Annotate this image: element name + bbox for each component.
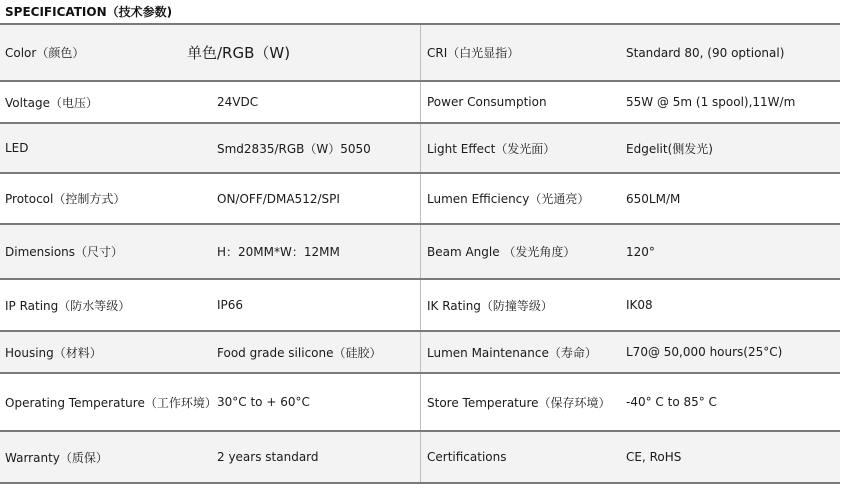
spec-label: Voltage（电压） (5, 95, 99, 110)
table-row (0, 432, 840, 484)
spec-label: Protocol（控制方式） (5, 192, 126, 206)
spec-label: Beam Angle （发光角度） (420, 225, 620, 278)
spec-label: IK Rating（防撞等级） (420, 280, 620, 330)
table-row (0, 280, 840, 332)
spec-value: 2 years standard (217, 450, 319, 464)
spec-value: 650LM/M (626, 191, 681, 206)
spec-label: Certifications (420, 432, 620, 482)
specification-table (0, 25, 840, 484)
spec-label: Dimensions（尺寸） (5, 245, 124, 259)
table-row (0, 25, 840, 82)
spec-label: IP Rating（防水等级） (5, 298, 131, 313)
spec-value: 24VDC (217, 95, 259, 109)
table-row (0, 124, 840, 174)
table-row (0, 174, 840, 225)
spec-value: L70@ 50,000 hours(25°C) (626, 345, 783, 359)
page-title: SPECIFICATION（技术参数) (5, 5, 173, 19)
spec-value-text: 单色/RGB（W) (187, 44, 291, 62)
spec-value: 120° (626, 244, 655, 259)
spec-label: Color（颜色） (5, 46, 85, 60)
spec-value: 30°C to + 60°C (217, 395, 310, 409)
spec-label: Lumen Maintenance（寿命） (420, 332, 620, 372)
spec-value: H：20MM*W：12MM (217, 245, 340, 259)
table-row (0, 82, 840, 124)
spec-value: IP66 (217, 298, 244, 312)
spec-value: Smd2835/RGB（W）5050 (217, 141, 371, 156)
spec-label: Store Temperature（保存环境） (420, 374, 620, 430)
spec-label: LED (5, 141, 29, 155)
spec-label: Warranty（质保） (5, 450, 108, 465)
spec-value: 55W @ 5m (1 spool),11W/m (626, 95, 796, 109)
spec-label: Lumen Efficiency（光通亮） (420, 174, 620, 223)
spec-value: IK08 (626, 298, 653, 312)
table-row (0, 225, 840, 280)
spec-value: CE, RoHS (626, 450, 682, 464)
spec-label: CRI（白光显指） (420, 25, 620, 80)
spec-value: Standard 80, (90 optional) (626, 45, 785, 60)
spec-label: Operating Temperature（工作环境） (5, 395, 217, 410)
spec-label: Light Effect（发光面） (420, 124, 620, 172)
spec-value (187, 25, 420, 80)
table-row (0, 374, 840, 432)
table-row (0, 332, 840, 374)
spec-label: Power Consumption (420, 82, 620, 122)
spec-value: -40° C to 85° C (626, 395, 717, 409)
spec-label: Housing（材料） (5, 345, 102, 360)
spec-value: Food grade silicone（硅胶） (217, 345, 382, 360)
spec-value: ON/OFF/DMA512/SPI (217, 191, 340, 206)
spec-value: Edgelit(侧发光) (626, 141, 713, 156)
